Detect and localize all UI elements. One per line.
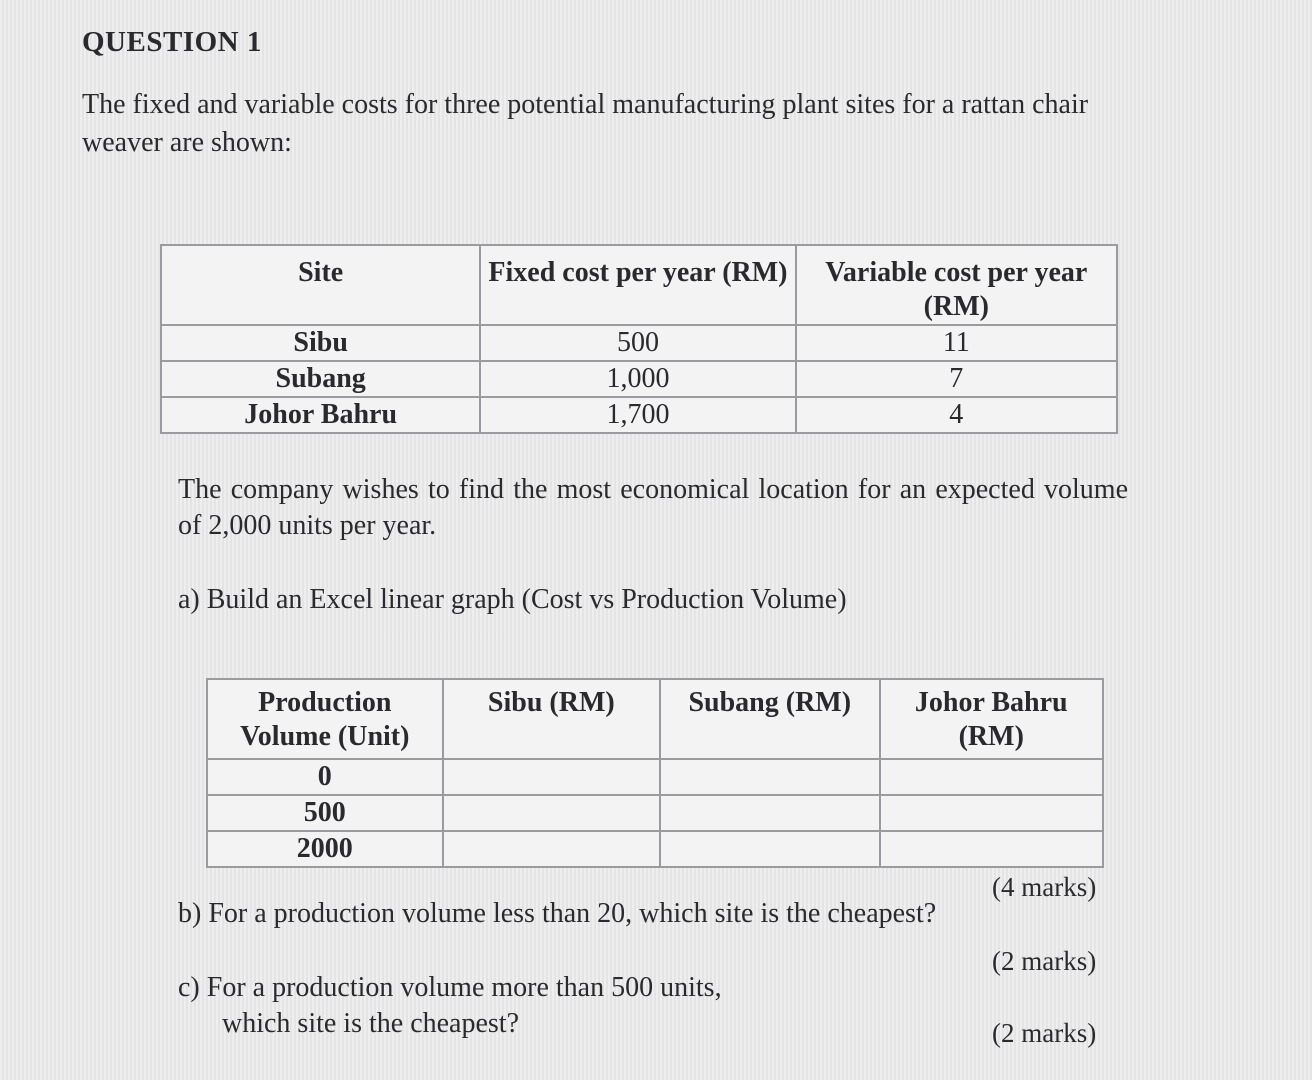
fixed-cost-cell: 500	[480, 325, 795, 361]
header-site: Site	[161, 245, 480, 325]
marks-b: (2 marks)	[992, 946, 1097, 976]
header-sibu: Sibu (RM)	[443, 679, 660, 759]
sibu-cost-cell[interactable]	[443, 759, 660, 795]
marks-c: (2 marks)	[992, 1018, 1097, 1048]
cost-table	[160, 244, 1118, 434]
subang-cost-cell[interactable]	[660, 795, 880, 831]
site-cell: Sibu	[161, 325, 480, 361]
header-variable-cost: Variable cost per year (RM)	[796, 245, 1117, 325]
cost-table-header-row	[161, 245, 1117, 325]
sibu-cost-cell[interactable]	[443, 831, 660, 867]
header-johor-bahru: Johor Bahru (RM)	[880, 679, 1103, 759]
volume-cell: 500	[207, 795, 443, 831]
question-c-line1: c) For a production volume more than 500 units,	[178, 972, 722, 1003]
johor-bahru-cost-cell[interactable]	[880, 831, 1103, 867]
volume-cell: 0	[207, 759, 443, 795]
table-row	[161, 325, 1117, 361]
table-row	[207, 831, 1103, 867]
volume-cell: 2000	[207, 831, 443, 867]
marks-a: (4 marks)	[992, 872, 1097, 902]
johor-bahru-cost-cell[interactable]	[880, 795, 1103, 831]
paragraph: The company wishes to find the most economical location for an expected volume of 2,000 units per year.	[178, 474, 1128, 541]
table-row	[161, 361, 1117, 397]
intro-text: The fixed and variable costs for three potential manufacturing plant sites for a rattan chair weaver are shown:	[82, 89, 1089, 158]
table-row	[207, 759, 1103, 795]
question-title: QUESTION 1	[82, 26, 262, 58]
header-fixed-cost: Fixed cost per year (RM)	[480, 245, 795, 325]
fixed-cost-cell: 1,700	[480, 397, 795, 433]
site-cell: Subang	[161, 361, 480, 397]
volume-table-header-row	[207, 679, 1103, 759]
site-cell: Johor Bahru	[161, 397, 480, 433]
table-row	[161, 397, 1117, 433]
variable-cost-cell: 11	[796, 325, 1117, 361]
variable-cost-cell: 7	[796, 361, 1117, 397]
question-c	[178, 970, 722, 1042]
fixed-cost-cell: 1,000	[480, 361, 795, 397]
question-a: a) Build an Excel linear graph (Cost vs Production Volume)	[178, 584, 847, 615]
sibu-cost-cell[interactable]	[443, 795, 660, 831]
volume-table	[206, 678, 1104, 868]
header-production-volume: Production Volume (Unit)	[207, 679, 443, 759]
subang-cost-cell[interactable]	[660, 831, 880, 867]
question-b: b) For a production volume less than 20, which site is the cheapest?	[178, 898, 937, 929]
question-c-line2: which site is the cheapest?	[222, 1008, 520, 1039]
johor-bahru-cost-cell[interactable]	[880, 759, 1103, 795]
variable-cost-cell: 4	[796, 397, 1117, 433]
table-row	[207, 795, 1103, 831]
header-subang: Subang (RM)	[660, 679, 880, 759]
subang-cost-cell[interactable]	[660, 759, 880, 795]
